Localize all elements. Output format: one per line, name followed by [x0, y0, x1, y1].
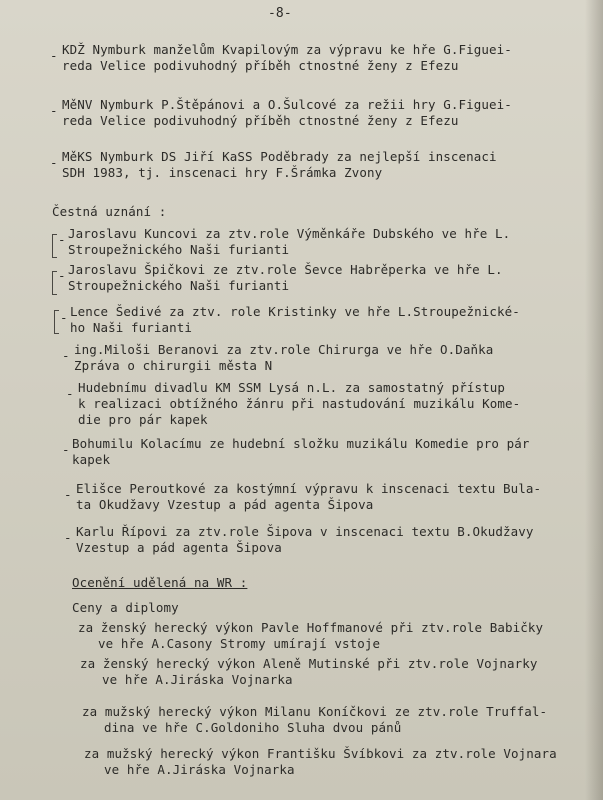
wr-heading: Ocenění udělená na WR : [72, 575, 248, 590]
honor-entry-5: Hudebnímu divadlu KM SSM Lysá n.L. za samostatný přístup k realizaci obtížného žánru při nastudování muzikálu Kome- die pro pár kapek [78, 380, 521, 427]
honor-entry-6: Bohumilu Kolacímu ze hudební složku muzikálu Komedie pro pár kapek [72, 436, 530, 467]
top-entry-3: MěKS Nymburk DS Jiří KaSS Poděbrady za nejlepší inscenaci SDH 1983, tj. inscenaci hry F.Šrámka Zvony [62, 149, 497, 180]
bullet-dash: - [60, 310, 68, 325]
bullet-dash: - [58, 268, 66, 283]
bullet-dash: - [64, 487, 72, 502]
wr-subheading: Ceny a diplomy [72, 600, 179, 615]
bullet-dash: - [62, 348, 70, 363]
honor-entry-2: Jaroslavu Špičkovi ze ztv.role Ševce Habrěperka ve hře L. Stroupežnického Naši furianti [68, 262, 503, 293]
honors-heading: Čestná uznání : [52, 204, 167, 219]
top-entry-2: MěNV Nymburk P.Štěpánovi a O.Šulcové za režii hry G.Figuei- reda Velice podivuhodný příběh ctnostné ženy z Efezu [62, 97, 512, 128]
margin-bracket [52, 234, 57, 258]
honor-entry-3: Lence Šedivé za ztv. role Kristinky ve hře L.Stroupežnické- ho Naši furianti [70, 304, 520, 335]
page-edge-shadow [585, 0, 603, 800]
honor-entry-4: ing.Miloši Beranovi za ztv.role Chirurga ve hře O.Daňka Zpráva o chirurgii města N [74, 342, 494, 373]
margin-bracket [52, 271, 57, 295]
bullet-dash: - [50, 155, 58, 170]
margin-bracket [54, 310, 59, 334]
honor-entry-7: Elišce Peroutkové za kostýmní výpravu k inscenaci textu Bula- ta Okudžavy Vzestup a pád agenta Šipova [76, 481, 542, 512]
wr-entry-1: za ženský herecký výkon Pavle Hoffmanové při ztv.role Babičky ve hře A.Casony Stromy umírají vstoje [78, 620, 544, 651]
top-entry-1: KDŽ Nymburk manželům Kvapilovým za výpravu ke hře G.Figuei- reda Velice podivuhodný příběh ctnostné ženy z Efezu [62, 42, 512, 73]
bullet-dash: - [62, 442, 70, 457]
bullet-dash: - [66, 386, 74, 401]
wr-entry-4: za mužský herecký výkon Františku Švíbkovi za ztv.role Vojnara ve hře A.Jiráska Vojnarka [84, 746, 557, 777]
page-number: -8- [268, 6, 292, 21]
honor-entry-8: Karlu Řípovi za ztv.role Šipova v inscenaci textu B.Okudžavy Vzestup a pád agenta Šipova [76, 524, 534, 555]
bullet-dash: - [58, 232, 66, 247]
wr-entry-2: za ženský herecký výkon Aleně Mutinské při ztv.role Vojnarky ve hře A.Jiráska Vojnarka [80, 656, 538, 687]
wr-entry-3: za mužský herecký výkon Milanu Koníčkovi ze ztv.role Truffal- dina ve hře C.Goldoniho Sluha dvou pánů [82, 704, 548, 735]
bullet-dash: - [64, 530, 72, 545]
honor-entry-1: Jaroslavu Kuncovi za ztv.role Výměnkáře Dubského ve hře L. Stroupežnického Naši furianti [68, 226, 511, 257]
bullet-dash: - [50, 103, 58, 118]
bullet-dash: - [50, 48, 58, 63]
